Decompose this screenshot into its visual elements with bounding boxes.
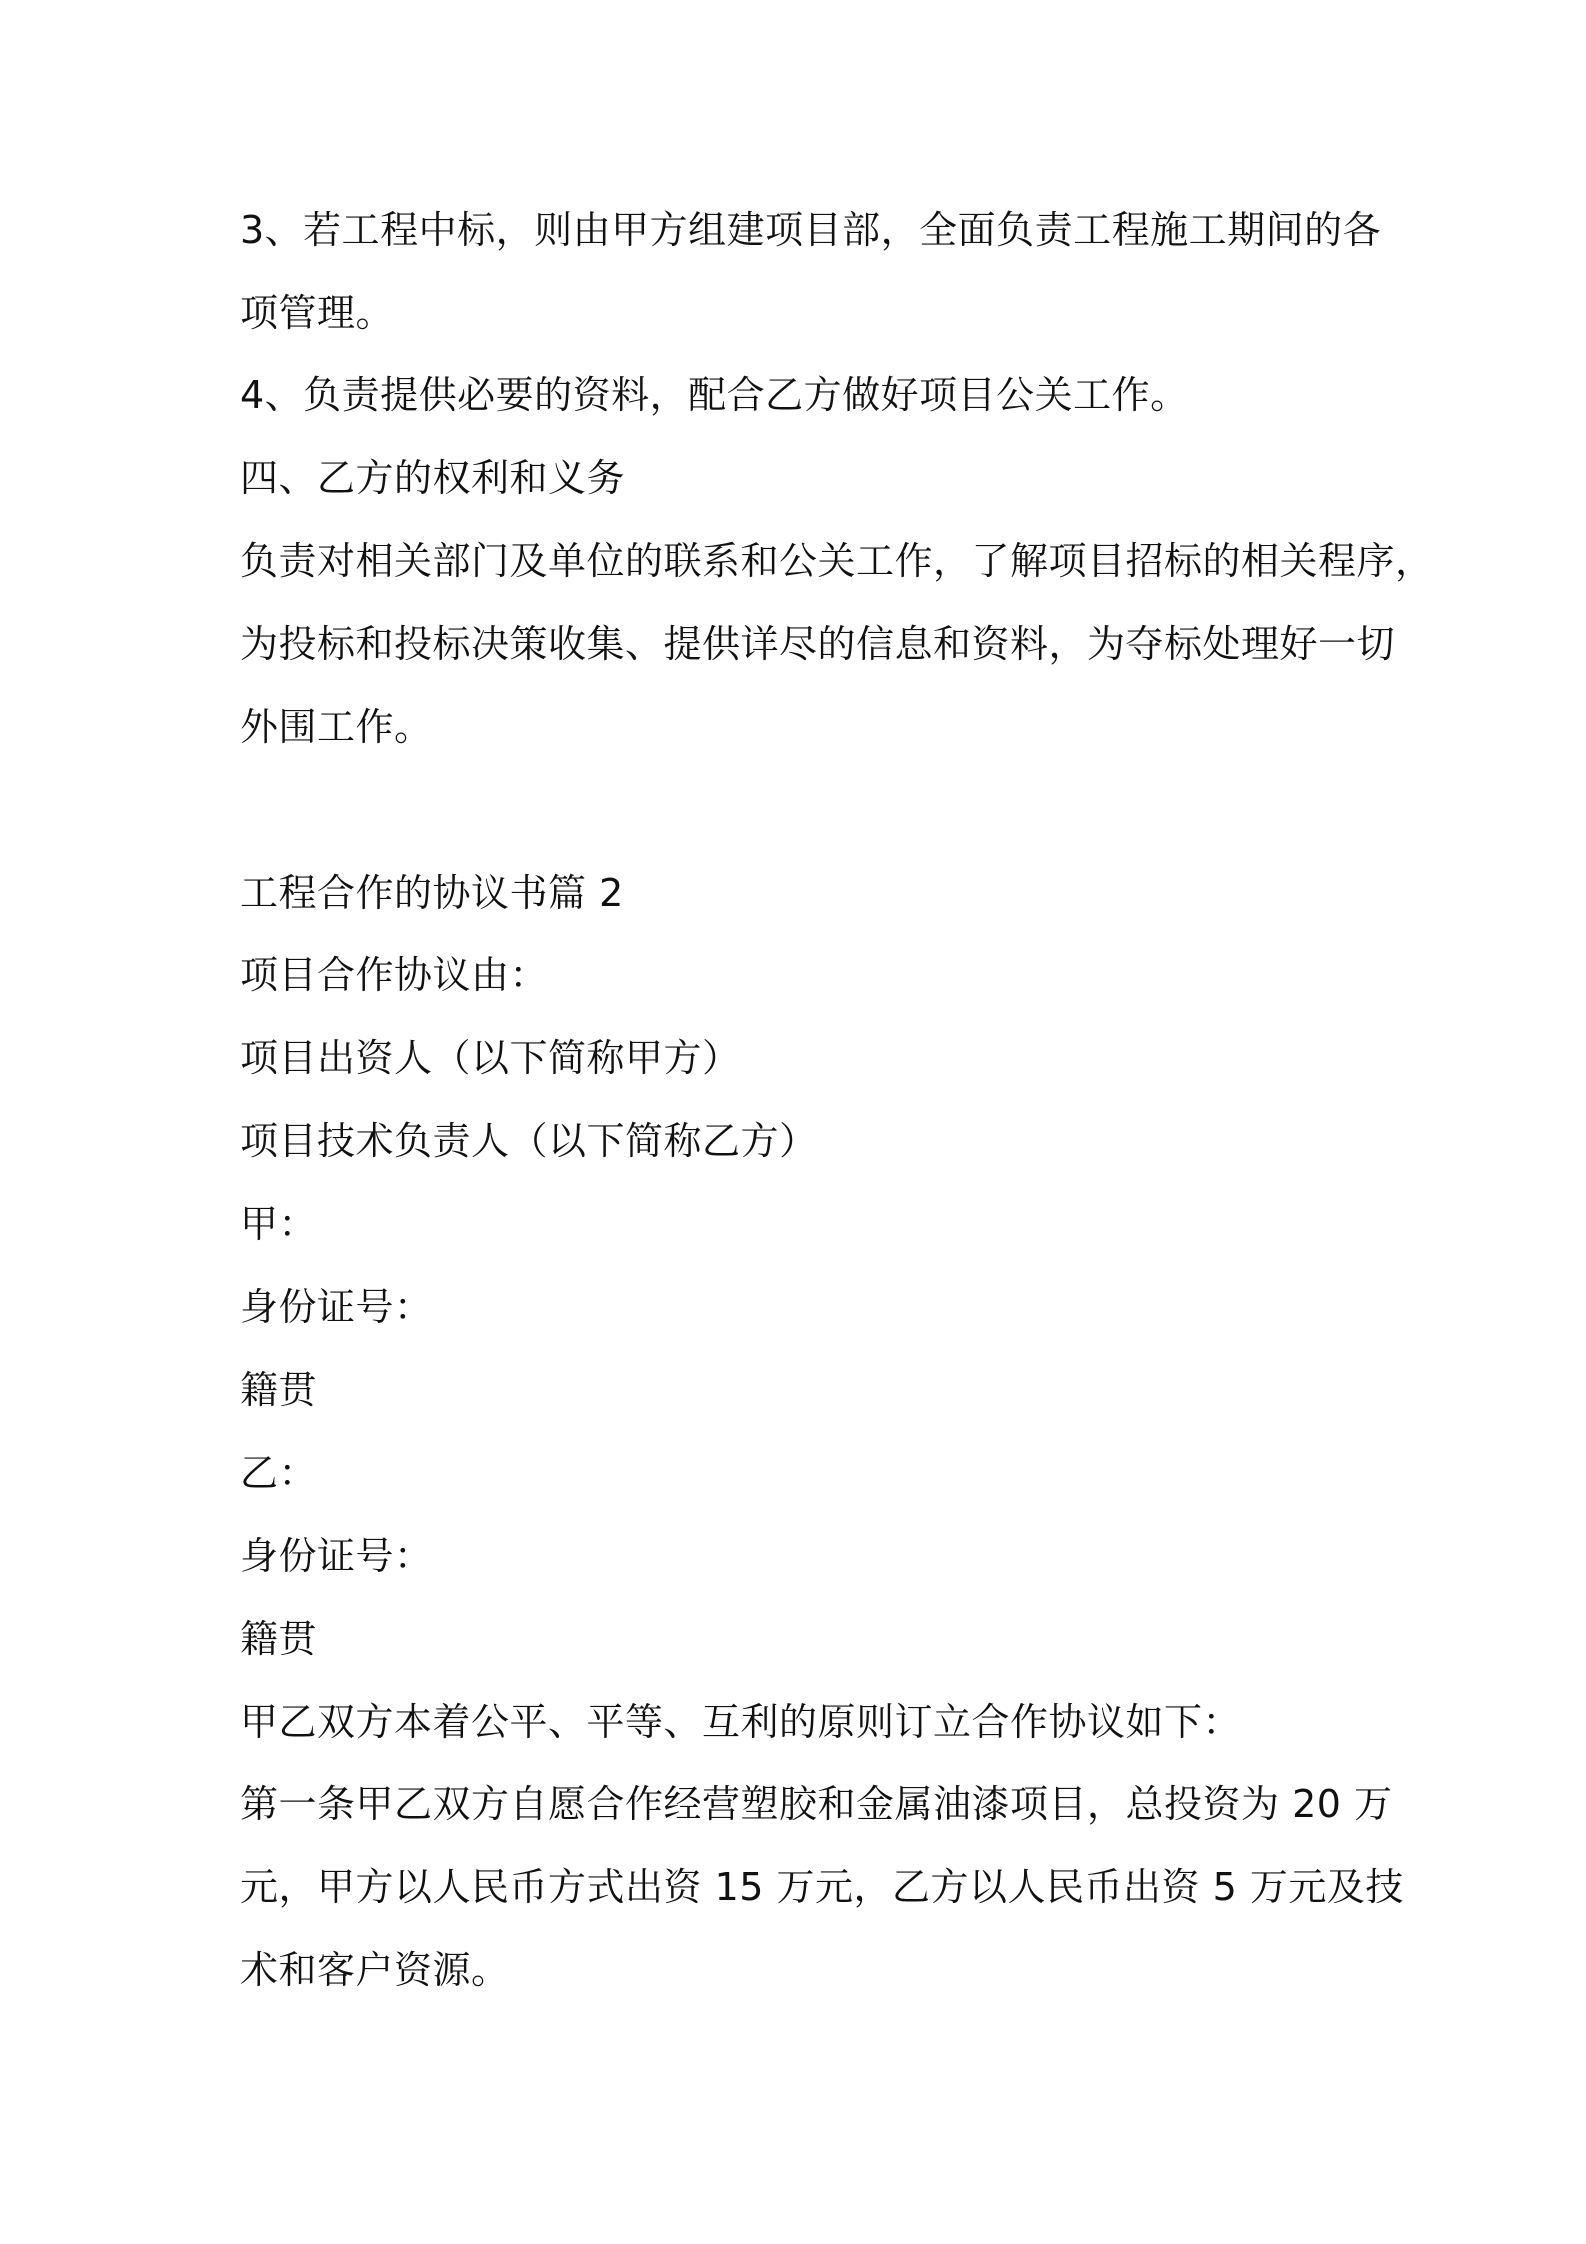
text-line-party-b-duty-part3: 外围工作。 [240, 705, 433, 749]
text-line-clause-4: 4、负责提供必要的资料，配合乙方做好项目公关工作。 [240, 373, 1189, 417]
section-heading-party-b-rights: 四、乙方的权利和义务 [240, 456, 626, 500]
text-line-article-1-part2: 元，甲方以人民币方式出资 15 万元，乙方以人民币出资 5 万元及技 [240, 1865, 1404, 1909]
text-line-clause-3-part1: 3、若工程中标，则由甲方组建项目部，全面负责工程施工期间的各 [240, 208, 1382, 252]
field-label-party-b-id: 身份证号： [240, 1534, 433, 1578]
text-line-party-b-duty-part1: 负责对相关部门及单位的联系和公关工作，了解项目招标的相关程序， [240, 539, 1434, 583]
agreement-title-part-2: 工程合作的协议书篇 2 [240, 871, 624, 915]
field-label-party-b: 乙： [240, 1451, 318, 1495]
text-line-principle: 甲乙双方本着公平、平等、互利的原则订立合作协议如下： [240, 1700, 1242, 1744]
text-line-investor: 项目出资人（以下简称甲方） [240, 1036, 741, 1080]
text-line-party-b-duty-part2: 为投标和投标决策收集、提供详尽的信息和资料，为夺标处理好一切 [240, 622, 1396, 666]
text-line-article-1-part3: 术和客户资源。 [240, 1948, 510, 1992]
text-line-agreement-by: 项目合作协议由： [240, 953, 549, 997]
field-label-party-a-id: 身份证号： [240, 1285, 433, 1329]
text-line-article-1-part1: 第一条甲乙双方自愿合作经营塑胶和金属油漆项目，总投资为 20 万 [240, 1782, 1393, 1826]
text-line-clause-3-part2: 项管理。 [240, 291, 395, 335]
field-label-party-a-origin: 籍贯 [240, 1368, 318, 1412]
text-line-technical-lead: 项目技术负责人（以下简称乙方） [240, 1119, 818, 1163]
field-label-party-a: 甲： [240, 1202, 318, 1246]
field-label-party-b-origin: 籍贯 [240, 1617, 318, 1661]
